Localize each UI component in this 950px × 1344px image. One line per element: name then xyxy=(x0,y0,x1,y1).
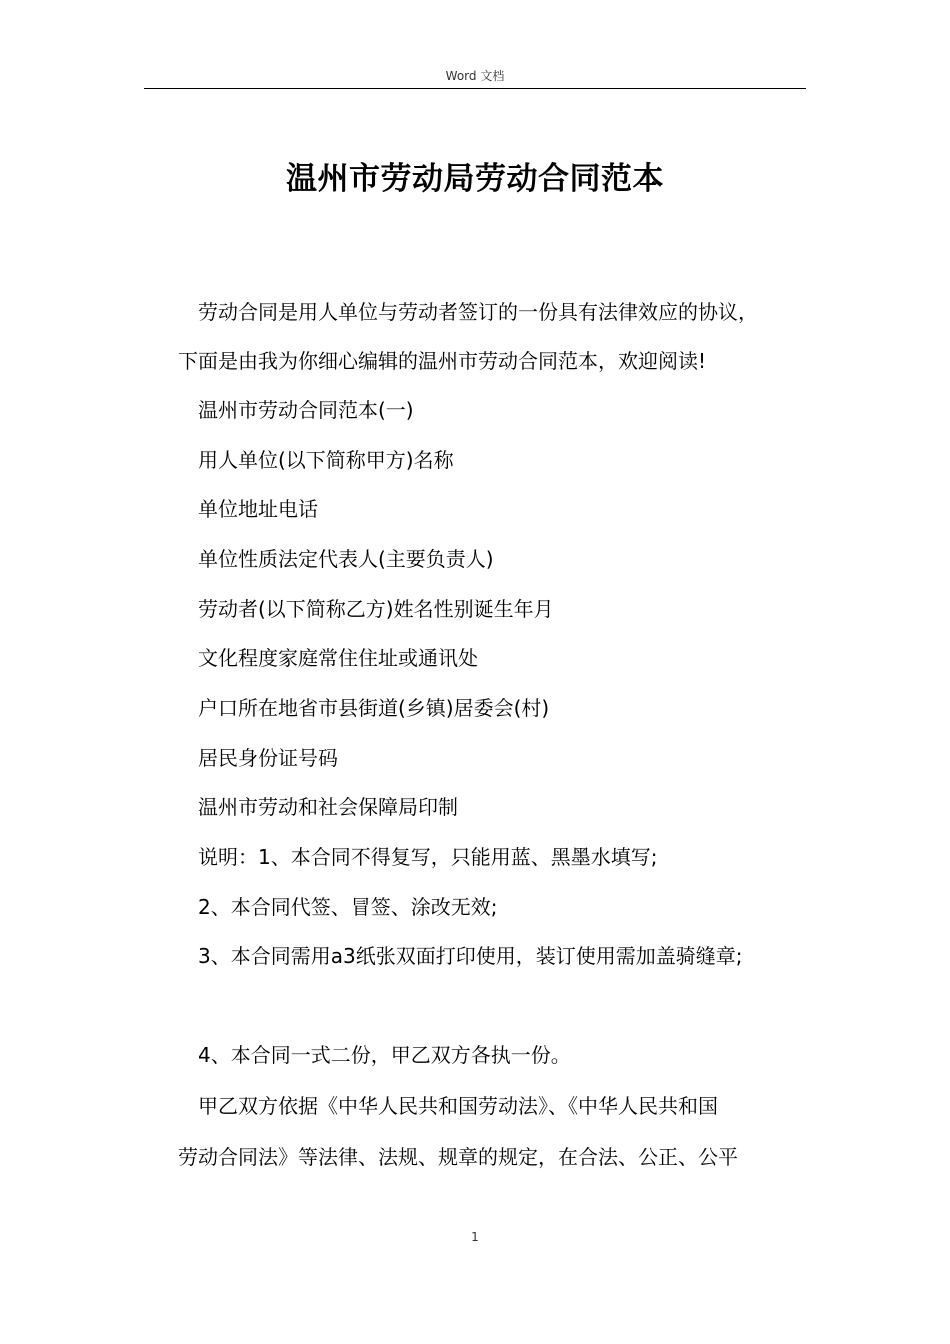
paragraph: 温州市劳动合同范本(一) xyxy=(198,398,414,422)
paragraph: 单位性质法定代表人(主要负责人) xyxy=(198,547,494,571)
paragraph: 户口所在地省市县街道(乡镇)居委会(村) xyxy=(198,696,550,720)
paragraph: 劳动合同是用人单位与劳动者签订的一份具有法律效应的协议， xyxy=(198,300,758,324)
paragraph: 4、本合同一式二份，甲乙双方各执一份。 xyxy=(198,1043,571,1067)
page-number: 1 xyxy=(471,1230,479,1244)
paragraph: 单位地址电话 xyxy=(198,497,318,521)
paragraph: 下面是由我为你细心编辑的温州市劳动合同范本，欢迎阅读! xyxy=(178,349,707,373)
paragraph: 文化程度家庭常住住址或通讯处 xyxy=(198,646,478,670)
paragraph: 温州市劳动和社会保障局印制 xyxy=(198,795,458,819)
paragraph: 说明：1、本合同不得复写，只能用蓝、黑墨水填写; xyxy=(198,845,658,869)
paragraph: 3、本合同需用a3纸张双面打印使用，装订使用需加盖骑缝章; xyxy=(198,944,743,968)
paragraph: 2、本合同代签、冒签、涂改无效; xyxy=(198,895,498,919)
paragraph: 用人单位(以下简称甲方)名称 xyxy=(198,448,454,472)
paragraph: 甲乙双方依据《中华人民共和国劳动法》、《中华人民共和国 xyxy=(198,1094,718,1118)
paragraph: 居民身份证号码 xyxy=(198,746,338,770)
document-title: 温州市劳动局劳动合同范本 xyxy=(286,161,664,197)
page-header: Word 文档 xyxy=(445,69,505,83)
paragraph: 劳动合同法》等法律、法规、规章的规定，在合法、公正、公平 xyxy=(178,1145,738,1169)
paragraph: 劳动者(以下简称乙方)姓名性别诞生年月 xyxy=(198,597,554,621)
